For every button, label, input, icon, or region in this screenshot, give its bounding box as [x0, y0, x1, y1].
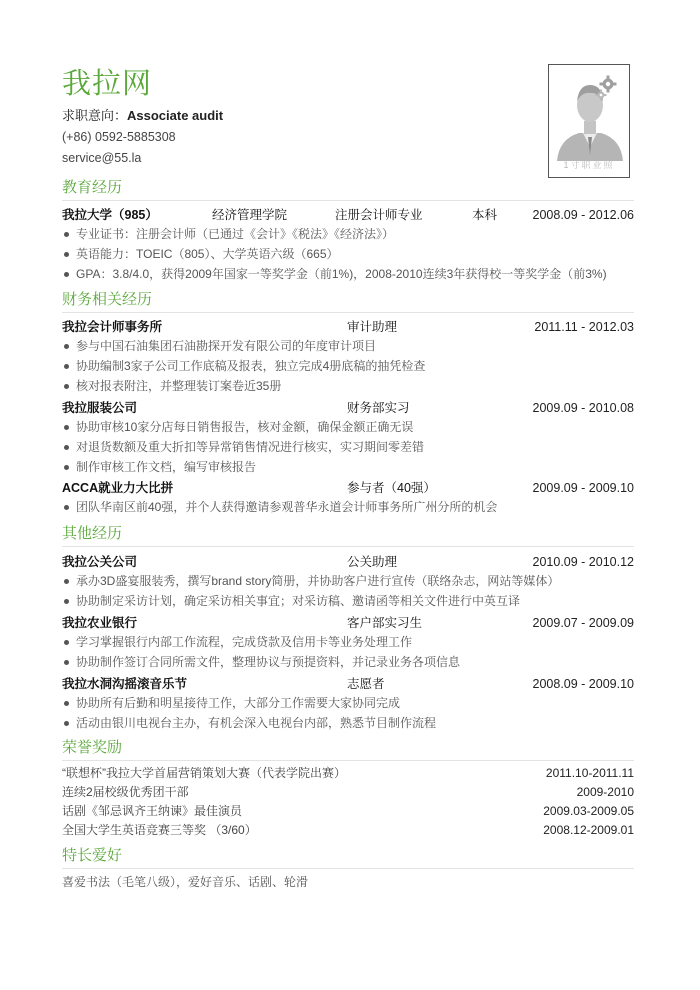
- experience-bullets: [62, 497, 634, 517]
- job-role: 志愿者: [347, 677, 385, 691]
- honor-item: [62, 820, 634, 840]
- job-role: [347, 478, 436, 498]
- honor-item: [62, 782, 634, 802]
- job-role: 公关助理: [347, 555, 398, 569]
- organization-name: 我拉服装公司: [62, 401, 138, 415]
- job-role-text: 参与者（40强）: [347, 481, 436, 495]
- honor-text: 话剧《邹忌讽齐王纳谏》最佳演员: [62, 804, 243, 818]
- hobbies-text: 喜爱书法（毛笔八级），爱好音乐、话剧、轮滑: [62, 875, 309, 889]
- education-date: 2008.09 - 2012.06: [532, 208, 634, 222]
- organization-name: 我拉农业银行: [62, 616, 138, 630]
- job-objective: [62, 107, 223, 125]
- education-row: [62, 205, 634, 225]
- section-title-finance: 财务相关经历: [62, 291, 153, 308]
- profile-photo-placeholder: [548, 64, 630, 178]
- photo-caption: 1寸职业照: [563, 160, 615, 170]
- section-divider: [62, 760, 634, 761]
- job-role: 财务部实习: [347, 401, 410, 415]
- objective-label: 求职意向：: [62, 108, 128, 123]
- education-bullets: [62, 224, 634, 284]
- honor-text: “联想杯”我拉大学首届营销策划大赛（代表学院出赛）: [62, 766, 346, 780]
- list-item: 参与中国石油集团石油勘探开发有限公司的年度审计项目: [62, 336, 634, 356]
- section-title-education: 教育经历: [62, 179, 123, 196]
- major-name: 注册会计师专业: [335, 208, 423, 222]
- school-name: 我拉大学（985）: [62, 208, 158, 222]
- list-item: GPA：3.8/4.0，获得2009年国家一等奖学金（前1%)，2008-2010连续3年获得校一等奖学金（前3%): [62, 264, 634, 284]
- section-divider: [62, 868, 634, 869]
- list-item: 学习掌握银行内部工作流程，完成贷款及信用卡等业务处理工作: [62, 632, 634, 652]
- organization-name: 我拉水洞沟摇滚音乐节: [62, 677, 188, 691]
- experience-row: [62, 317, 634, 337]
- honor-date: 2008.12-2009.01: [543, 823, 634, 837]
- degree: 本科: [472, 208, 498, 222]
- experience-bullets: [62, 632, 634, 672]
- phone-number: (+86) 0592-5885308: [62, 130, 176, 144]
- email-address: service@55.la: [62, 151, 142, 165]
- list-item: 协助制定采访计划，确定采访相关事宜；对采访稿、邀请函等相关文件进行中英互译: [62, 591, 634, 611]
- list-item: 活动由银川电视台主办，有机会深入电视台内部，熟悉节目制作流程: [62, 713, 634, 733]
- honor-date: 2009.03-2009.05: [543, 804, 634, 818]
- job-role: 审计助理: [347, 320, 398, 334]
- section-divider: [62, 546, 634, 547]
- experience-bullets: [62, 693, 634, 733]
- honor-item: [62, 801, 634, 821]
- honor-date: 2011.10-2011.11: [545, 766, 634, 780]
- list-item: 协助所有后勤和明星接待工作，大部分工作需要大家协同完成: [62, 693, 634, 713]
- experience-bullets: [62, 571, 634, 611]
- list-item: 承办3D盛宴服装秀，撰写brand story简册，并协助客户进行宣传（联络杂志，网站等媒体）: [62, 571, 634, 591]
- list-item: 核对报表附注，并整理装订案卷近35册: [62, 376, 634, 396]
- list-item: 团队华南区前40强，并个人获得邀请参观普华永道会计师事务所广州分所的机会: [62, 497, 634, 517]
- section-title-hobbies: 特长爱好: [62, 847, 123, 864]
- section-title-honors: 荣誉奖励: [62, 739, 123, 756]
- list-item: 协助编制3家子公司工作底稿及报表，独立完成4册底稿的抽凭检查: [62, 356, 634, 376]
- section-title-other: 其他经历: [62, 525, 123, 542]
- job-date: 2009.09 - 2009.10: [532, 481, 634, 495]
- experience-row: [62, 613, 634, 633]
- experience-row: [62, 552, 634, 572]
- organization-name: 我拉公关公司: [62, 555, 138, 569]
- organization-name: ACCA就业力大比拼: [62, 481, 174, 495]
- job-date: 2011.11 - 2012.03: [534, 320, 634, 334]
- honor-date: 2009-2010: [576, 785, 634, 799]
- list-item: 制作审核工作文档，编写审核报告: [62, 457, 634, 477]
- experience-row: [62, 398, 634, 418]
- honor-item: [62, 763, 634, 783]
- section-divider: [62, 200, 634, 201]
- job-date: 2009.07 - 2009.09: [532, 616, 634, 630]
- list-item: 协助审核10家分店每日销售报告，核对金额，确保金额正确无误: [62, 417, 634, 437]
- organization-name: 我拉会计师事务所: [62, 320, 163, 334]
- job-role: 客户部实习生: [347, 616, 423, 630]
- honor-text: 连续2届校级优秀团干部: [62, 785, 189, 799]
- college-name: 经济管理学院: [212, 208, 288, 222]
- job-date: 2009.09 - 2010.08: [532, 401, 634, 415]
- experience-row: [62, 674, 634, 694]
- experience-bullets: [62, 417, 634, 477]
- honor-text: 全国大学生英语竞赛三等奖 （3/60）: [62, 823, 257, 837]
- list-item: 协助制作签订合同所需文件，整理协议与预提资料，并记录业务各项信息: [62, 652, 634, 672]
- experience-bullets: [62, 336, 634, 396]
- section-divider: [62, 312, 634, 313]
- job-date: 2008.09 - 2009.10: [532, 677, 634, 691]
- list-item: 英语能力：TOEIC（805）、大学英语六级（665）: [62, 244, 634, 264]
- objective-value: Associate audit: [127, 108, 224, 123]
- job-date: 2010.09 - 2010.12: [532, 555, 634, 569]
- list-item: 对退货数额及重大折扣等异常销售情况进行核实，实习期间零差错: [62, 437, 634, 457]
- candidate-name: 我拉网: [62, 66, 153, 100]
- experience-row: [62, 478, 634, 498]
- list-item: 专业证书：注册会计师（已通过《会计》《税法》《经济法》）: [62, 224, 634, 244]
